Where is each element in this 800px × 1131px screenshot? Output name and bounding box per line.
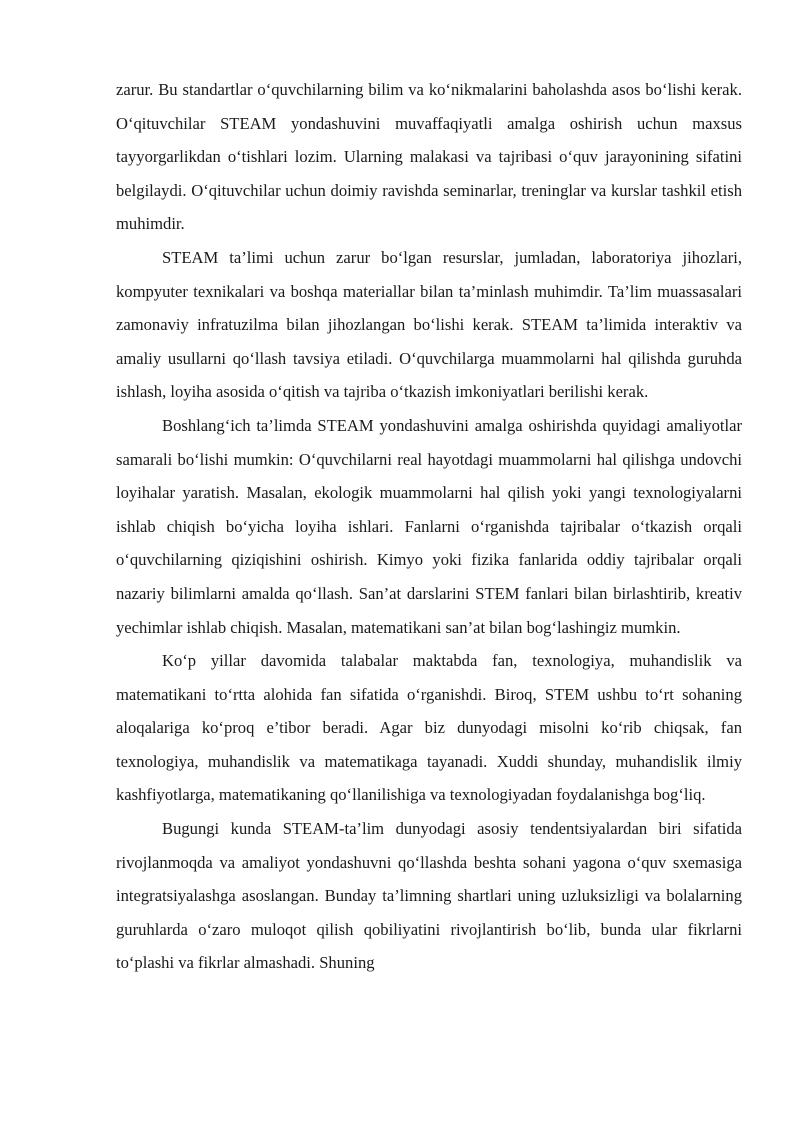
- document-page: [116, 73, 742, 980]
- paragraph-4: Ko‘p yillar davomida talabalar maktabda fan, texnologiya, muhandislik va matematikani to‘rtta alohida fan sifatida o‘rganishdi. Biroq, STEM ushbu to‘rt sohaning aloqalariga ko‘proq e’tibor beradi. Agar biz dunyodagi misolni ko‘rib chiqsak, fan texnologiya, muhandislik va matematikaga tayanadi. Xuddi shunday, muhandislik ilmiy kashfiyotlarga, matematikaning qo‘llanilishiga va texnologiyadan foydalanishga bog‘liq.: [116, 651, 742, 805]
- paragraph-2: STEAM ta’limi uchun zarur bo‘lgan resurslar, jumladan, laboratoriya jihozlari, kompyuter texnikalari va boshqa materiallar bilan ta’minlash muhimdir. Ta’lim muassasalari zamonaviy infratuzilma bilan jihozlangan bo‘lishi kerak. STEAM ta’limida interaktiv va amaliy usullarni qo‘llash tavsiya etiladi. O‘quvchilarga muammolarni hal qilishda guruhda ishlash, loyiha asosida o‘qitish va tajriba o‘tkazish imkoniyatlari berilishi kerak.: [116, 247, 742, 402]
- paragraph-5: Bugungi kunda STEAM-ta’lim dunyodagi asosiy tendentsiyalardan biri sifatida rivojlanmoqda va amaliyot yondashuvni qo‘llashda beshta sohani yagona o‘quv sxemasiga integratsiyalashga asoslangan. Bunday ta’limning shartlari uning uzluksizligi va bolalarning guruhlarda o‘zaro muloqot qilish qobiliyatini rivojlantirish bo‘lib, bunda ular fikrlarni to‘plashi va fikrlar almashadi. Shuning: [116, 819, 742, 973]
- paragraph-1: zarur. Bu standartlar o‘quvchilarning bilim va ko‘nikmalarini baholashda asos bo‘lishi kerak. O‘qituvchilar STEAM yondashuvini muvaffaqiyatli amalga oshirish uchun maxsus tayyorgarlikdan o‘tishlari lozim. Ularning malakasi va tajribasi o‘quv jarayonining sifatini belgilaydi. O‘qituvchilar uchun doimiy ravishda seminarlar, treninglar va kurslar tashkil etish muhimdir.: [116, 80, 742, 234]
- paragraph-3: Boshlang‘ich ta’limda STEAM yondashuvini amalga oshirishda quyidagi amaliyotlar samarali bo‘lishi mumkin: O‘quvchilarni real hayotdagi muammolarni hal qilishga undovchi loyihalar yaratish. Masalan, ekologik muammolarni hal qilish yoki yangi texnologiyalarni ishlab chiqish bo‘yicha loyiha ishlari. Fanlarni o‘rganishda tajribalar o‘tkazish orqali o‘quvchilarning qiziqishini oshirish. Kimyo yoki fizika fanlarida oddiy tajribalar orqali nazariy bilimlarni amalda qo‘llash. San’at darslarini STEM fanlari bilan birlashtirib, kreativ yechimlar ishlab chiqish. Masalan, matematikani san’at bilan bog‘lashingiz mumkin.: [116, 415, 742, 637]
